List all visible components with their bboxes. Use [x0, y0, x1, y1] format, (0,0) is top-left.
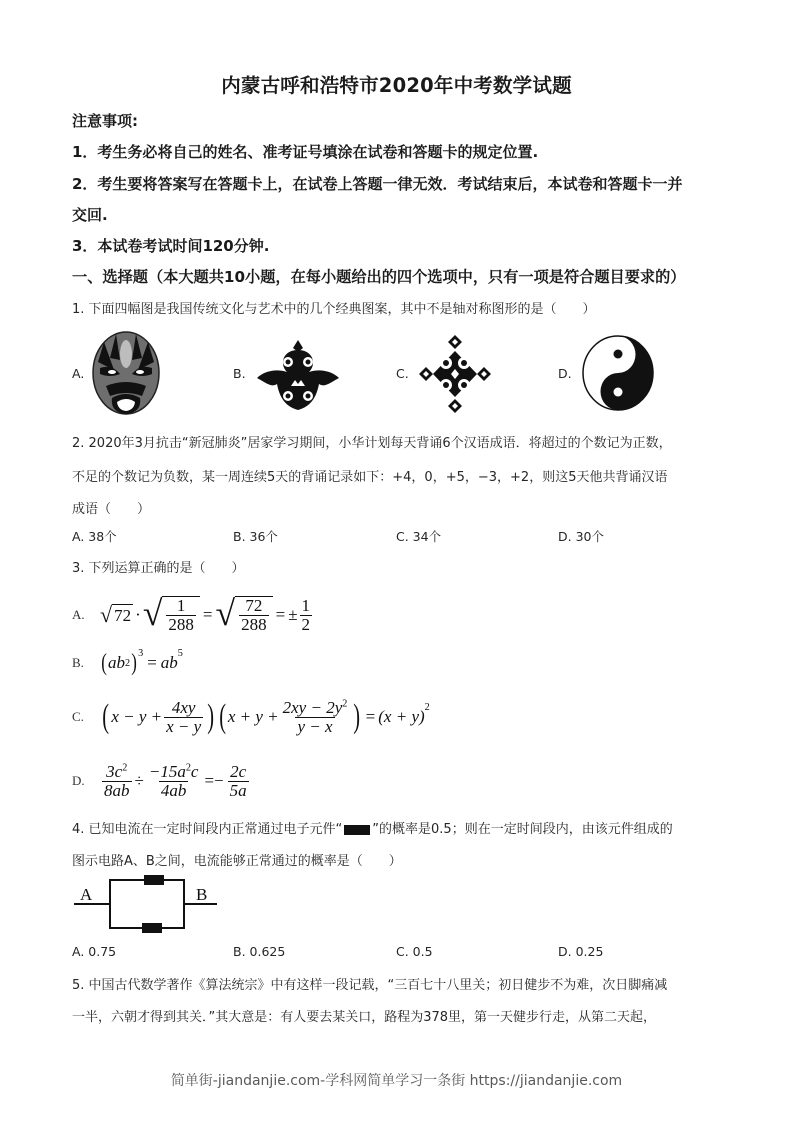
notice-heading: 注意事项:: [72, 112, 138, 130]
q3-option-d: D. $\frac{3c^2}{8ab}$ ÷ $\frac{-15a^2c}{4ab}$ =− $\frac{2c}{5a}$: [72, 761, 247, 800]
notice-item-3: 3．本试卷考试时间120分钟.: [72, 237, 270, 255]
question-5-line-2: 一半，六朝才得到其关．”其大意是：有人要去某关口，路程为378里，第一天健步行走，从第二天起，: [72, 1010, 657, 1025]
question-5-line-1: 5. 中国古代数学著作《算法统宗》中有这样一段记载，“三百七十八里关；初日健步不为难，次日脚痛减: [72, 978, 668, 993]
notice-item-2-cont: 交回.: [72, 206, 108, 224]
q3-option-a: A. √ 72 · √ $\frac{1}{288}$ = √ $\frac{72}{288}$ = ± $\frac{1}{2}$: [72, 593, 311, 634]
question-4-line-1: 4. 已知电流在一定时间段内正常通过电子元件“ ”的概率是0.5；则在一定时间段内，由该元件组成的: [72, 822, 673, 837]
q3-option-c-label: C.: [72, 709, 84, 724]
q4-option-b: B. 0.625: [233, 944, 286, 959]
section-heading: 一、选择题（本大题共10小题，在每小题给出的四个选项中，只有一项是符合题目要求的）: [72, 268, 686, 286]
q1-option-d-label: D.: [558, 366, 572, 381]
q1-option-a-label: A.: [72, 366, 85, 381]
question-3-stem: 3. 下列运算正确的是（ ）: [72, 561, 245, 576]
q3-option-b-label: B.: [72, 655, 84, 670]
sqrt-fraction-2: √ $\frac{72}{288}$: [216, 596, 273, 634]
q2-option-b: B. 36个: [233, 529, 278, 544]
question-2-line-3: 成语（ ）: [72, 502, 151, 517]
notice-item-2: 2．考生要将答案写在答题卡上，在试卷上答题一律无效．考试结束后，本试卷和答题卡一并: [72, 175, 683, 193]
q2-option-d: D. 30个: [558, 529, 604, 544]
q3-option-b: B. ( ab 2 ) $^3$ = ab $^5$: [72, 648, 183, 676]
question-1-stem: 1. 下面四幅图是我国传统文化与艺术中的几个经典图案，其中不是轴对称图形的是（ ）: [72, 302, 596, 317]
q1-option-c-label: C.: [396, 366, 409, 381]
q2-option-c: C. 34个: [396, 529, 442, 544]
notice-item-1: 1．考生务必将自己的姓名、准考证号填涂在试卷和答题卡的规定位置.: [72, 143, 539, 161]
q3-option-d-label: D.: [72, 773, 85, 788]
question-2-line-2: 不足的个数记为负数，某一周连续5天的背诵记录如下：+4，0，+5，−3，+2，则这5天他共背诵汉语: [72, 470, 668, 485]
q3-option-c: C. ( x − y + $\frac{4xy}{x - y}$ ) ( x + y + $\frac{2xy - 2y^2}{y - x}$ ) = (x + y) $^2$: [72, 697, 430, 736]
q4-option-c: C. 0.5: [396, 944, 433, 959]
peking-opera-mask-image: [90, 330, 162, 416]
svg-text:B: B: [196, 885, 208, 904]
footer-watermark: 简单街-jiandanjie.com-学科网简单学习一条街 https://jiandanjie.com: [170, 1073, 623, 1089]
svg-text:A: A: [80, 885, 93, 904]
diamond-knot-pattern-image: [417, 333, 493, 415]
ornament-pattern-image: [255, 338, 341, 412]
q4-option-a: A. 0.75: [72, 944, 117, 959]
parallel-circuit-diagram: [72, 872, 217, 934]
q3-option-a-label: A.: [72, 607, 85, 622]
q1-option-b-label: B.: [233, 366, 246, 381]
question-4-line-2: 图示电路A、B之间，电流能够正常通过的概率是（ ）: [72, 854, 402, 869]
sqrt-fraction: √ $\frac{1}{288}$: [143, 596, 200, 634]
q4-option-d: D. 0.25: [558, 944, 604, 959]
page-title: 内蒙古呼和浩特市2020年中考数学试题: [221, 74, 572, 97]
yin-yang-image: [580, 333, 656, 413]
resistor-icon: [344, 825, 370, 835]
question-2-line-1: 2. 2020年3月抗击“新冠肺炎”居家学习期间，小华计划每天背诵6个汉语成语．将超过的个数记为正数，: [72, 436, 672, 451]
sqrt-72: √ 72: [100, 601, 132, 627]
q2-option-a: A. 38个: [72, 529, 117, 544]
